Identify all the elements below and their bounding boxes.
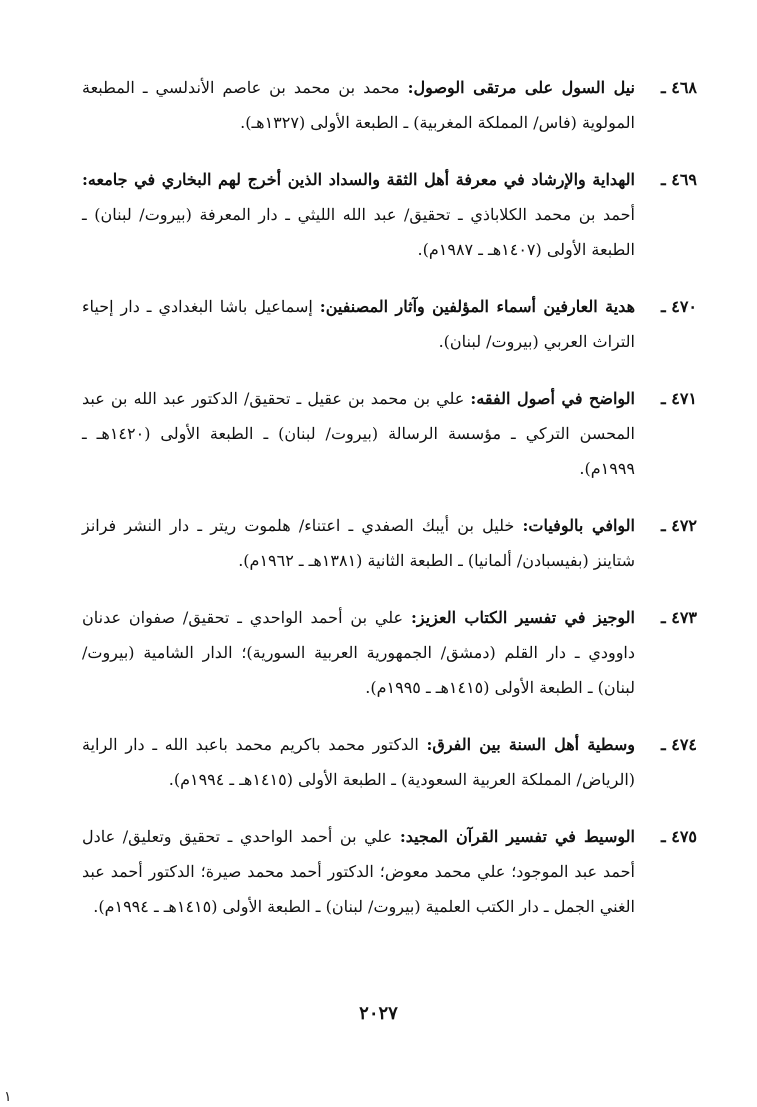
entry-body: الدكتور محمد باكريم محمد باعبد الله ـ دار الراية (الرياض/ المملكة العربية السعودية) ـ الطبعة الأولى (١٤١٥هـ ـ ١٩٩٤م). — [82, 735, 635, 789]
page-number: ٢٠٢٧ — [359, 1003, 398, 1024]
entry-body: أحمد بن محمد الكلاباذي ـ تحقيق/ عبد الله الليثي ـ دار المعرفة (بيروت/ لبنان) ـ الطبعة الأولى (١٤٠٧هـ ـ ١٩٨٧م). — [82, 205, 635, 259]
entry-body: علي بن أحمد الواحدي ـ تحقيق/ صفوان عدنان داوودي ـ دار القلم (دمشق/ الجمهورية العربية السورية)؛ الدار الشامية (بيروت/ لبنان) ـ الطبعة الأولى (١٤١٥هـ ـ ١٩٩٥م). — [82, 608, 635, 697]
entry-number: ٤٦٩ ـ — [660, 170, 697, 189]
entry-title: وسطية أهل السنة بين الفرق: — [426, 735, 635, 754]
entry-number: ٤٧٢ ـ — [660, 516, 697, 535]
bibliography-page — [82, 70, 697, 946]
entry-number: ٤٧٥ ـ — [660, 827, 697, 846]
entry-body: علي بن محمد بن عقيل ـ تحقيق/ الدكتور عبد الله بن عبد المحسن التركي ـ مؤسسة الرسالة (بيروت/ لبنان) ـ الطبعة الأولى (١٤٢٠هـ ـ ١٩٩٩م). — [82, 389, 635, 478]
entry-number: ٤٧١ ـ — [660, 389, 697, 408]
entry-title: نيل السول على مرتقى الوصول: — [407, 78, 635, 97]
entry-title: الوسيط في تفسير القرآن المجيد: — [399, 827, 636, 846]
corner-mark: ١ — [4, 1089, 12, 1105]
entry-title: الوافي بالوفيات: — [522, 516, 636, 535]
entry-body: خليل بن أيبك الصفدي ـ اعتناء/ هلموت ريتر ـ دار النشر فرانز شتاينز (بفيسبادن/ ألمانيا) ـ الطبعة الثانية (١٣٨١هـ ـ ١٩٦٢م). — [82, 516, 635, 570]
entry-body: إسماعيل باشا البغدادي ـ دار إحياء التراث العربي (بيروت/ لبنان). — [82, 297, 635, 351]
entry-title: الوجيز في تفسير الكتاب العزيز: — [410, 608, 635, 627]
entry-body: علي بن أحمد الواحدي ـ تحقيق وتعليق/ عادل أحمد عبد الموجود؛ علي محمد معوض؛ الدكتور أحمد محمد صيرة؛ الدكتور أحمد عبد الغني الجمل ـ دار الكتب العلمية (بيروت/ لبنان) ـ الطبعة الأولى (١٤١٥هـ ـ ١٩٩٤م). — [82, 827, 635, 916]
entry-body: محمد بن محمد بن عاصم الأندلسي ـ المطبعة المولوية (فاس/ المملكة المغربية) ـ الطبعة الأولى (١٣٢٧هـ). — [82, 78, 635, 132]
entry-number: ٤٦٨ ـ — [660, 78, 697, 97]
bibliography-entry — [82, 600, 697, 705]
bibliography-entry — [82, 289, 697, 359]
bibliography-entry — [82, 70, 697, 140]
bibliography-entry — [82, 508, 697, 578]
entry-title: الواضح في أصول الفقه: — [470, 389, 635, 408]
entry-number: ٤٧٣ ـ — [660, 608, 697, 627]
bibliography-entry — [82, 819, 697, 924]
entry-number: ٤٧٤ ـ — [660, 735, 697, 754]
bibliography-entry — [82, 162, 697, 267]
entry-title: الهداية والإرشاد في معرفة أهل الثقة والسداد الذين أخرج لهم البخاري في جامعه: — [82, 170, 635, 189]
bibliography-entry — [82, 381, 697, 486]
bibliography-entry — [82, 727, 697, 797]
entry-number: ٤٧٠ ـ — [660, 297, 697, 316]
entry-title: هدية العارفين أسماء المؤلفين وآثار المصنفين: — [319, 297, 636, 316]
